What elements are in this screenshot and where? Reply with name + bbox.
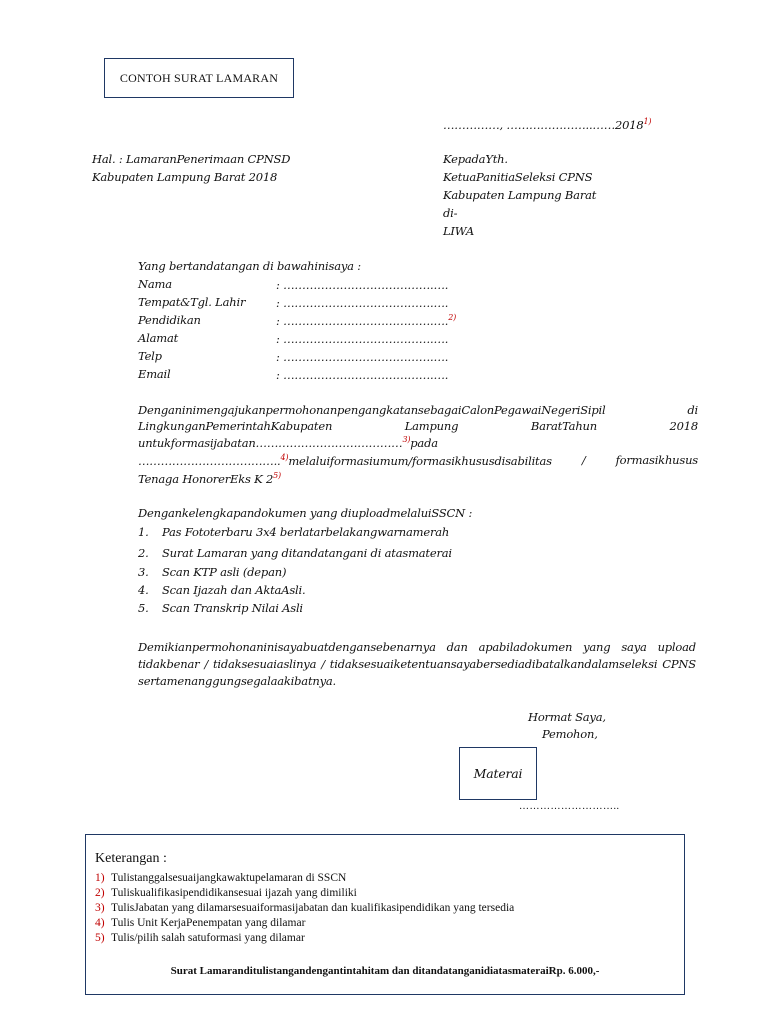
- date-footnote-ref: 1): [643, 117, 652, 126]
- hal-line-2: Kabupaten Lampung Barat 2018: [92, 170, 278, 184]
- date-text: ……………, …………………..……2018: [443, 117, 644, 132]
- closing-line-2: tidakbenar / tidaksesuaiaslinya / tidaksesuaiketentuansayabersediadibatalkandalamseleksi CPNS: [138, 657, 696, 671]
- paragraph1-line-3: untukformasijabatan…………………………………$^{3)}$pada: [138, 435, 438, 450]
- pemohon: Pemohon,: [542, 727, 598, 741]
- kepada-line-3: Kabupaten Lampung Barat: [443, 188, 597, 202]
- hormat-saya: Hormat Saya,: [528, 710, 606, 724]
- kepada-line-5: LIWA: [443, 224, 474, 238]
- field-label: Telp: [138, 349, 162, 363]
- list-item: 4) Tulis Unit KerjaPenempatan yang dilamar: [95, 917, 306, 929]
- signature-line: ………………………..: [519, 801, 620, 812]
- keterangan-box: [85, 834, 685, 995]
- field-dots: : ………………………………….….: [276, 367, 449, 382]
- field-row-pendidikan: [138, 313, 538, 328]
- pendidikan-footnote-ref: 2): [448, 313, 457, 322]
- list-item: 5. Scan Transkrip Nilai Asli: [138, 601, 303, 615]
- list-item: 2) Tuliskualifikasipendidikansesuai ijazah yang dimiliki: [95, 887, 357, 899]
- formasi-footnote-ref: 5): [273, 471, 281, 480]
- list-item: 3) TulisJabatan yang dilamarsesuaiformasijabatan dan kualifikasipendidikan yang tersedia: [95, 902, 515, 914]
- list-item: 3. Scan KTP asli (depan): [138, 565, 287, 579]
- paragraph1-line-5: Tenaga HonorerEks K 2$^{5)}$: [138, 471, 281, 486]
- keterangan-title: Keterangan :: [95, 851, 167, 866]
- field-row-telp: [138, 349, 538, 364]
- list-item: 2. Surat Lamaran yang ditandatangani di atasmaterai: [138, 546, 452, 560]
- closing-line-3: sertamenanggungsegalaakibatnya.: [138, 674, 336, 688]
- field-row-nama: [138, 277, 538, 292]
- field-dots: : ………………………………….….$^{2)}$: [276, 313, 457, 328]
- kepada-line-1: KepadaYth.: [443, 152, 508, 166]
- field-label: Alamat: [138, 331, 179, 345]
- field-label: Email: [138, 367, 171, 381]
- field-label: Nama: [138, 277, 172, 291]
- docs-intro: Dengankelengkapandokumen yang diuploadmelaluiSSCN :: [138, 506, 473, 520]
- jabatan-footnote-ref: 3): [402, 435, 411, 444]
- title-box: [104, 58, 294, 98]
- list-item: 4. Scan Ijazah dan AktaAsli.: [138, 583, 306, 597]
- date-line: [443, 117, 651, 132]
- field-dots: : ………………………………….….: [276, 349, 449, 364]
- field-row-tempat-lahir: [138, 295, 538, 310]
- closing-line-1: Demikianpermohonaninisayabuatdengansebenarnya dan apabiladokumen yang saya upload: [138, 640, 696, 654]
- materai-box: [459, 747, 537, 800]
- field-row-alamat: [138, 331, 538, 346]
- list-item: 1. Pas Fototerbaru 3x4 berlatarbelakangwarnamerah: [138, 525, 450, 539]
- field-dots: : ………………………………….….: [276, 331, 449, 346]
- paragraph1-line-4: ………………………………..$^{4)}$melaluiformasiumum/formasikhususdisabilitas / formasikhusus: [138, 453, 698, 468]
- kepada-line-2: KetuaPanitiaSeleksi CPNS: [443, 170, 593, 184]
- paragraph1-line-1: DenganinimengajukanpermohonanpengangkatansebagaiCalonPegawaiNegeriSipil di: [138, 403, 698, 417]
- field-dots: : ………………………………….….: [276, 295, 449, 310]
- field-label: Tempat&Tgl. Lahir: [138, 295, 246, 309]
- paragraph1-line-2: LingkunganPemerintahKabupaten Lampung BaratTahun 2018: [138, 419, 698, 433]
- kepada-line-4: di-: [443, 206, 458, 220]
- field-label: Pendidikan: [138, 313, 201, 327]
- list-item: 1) Tulistanggalsesuaijangkawaktupelamaran di SSCN: [95, 872, 347, 884]
- intro-line: Yang bertandatangan di bawahinisaya :: [138, 259, 361, 273]
- field-dots: : ………………………………….….: [276, 277, 449, 292]
- list-item: 5) Tulis/pilih salah satuformasi yang dilamar: [95, 932, 305, 944]
- materai-label: Materai: [473, 766, 523, 781]
- unit-footnote-ref: 4): [280, 453, 289, 462]
- keterangan-footer: Surat Lamaranditulistangandengantintahitam dan ditandatanganidiatasmateraiRp. 6.000,-: [170, 965, 600, 977]
- hal-line-1: Hal. : LamaranPenerimaan CPNSD: [92, 152, 291, 166]
- field-row-email: [138, 367, 538, 382]
- document-title: CONTOH SURAT LAMARAN: [119, 70, 279, 85]
